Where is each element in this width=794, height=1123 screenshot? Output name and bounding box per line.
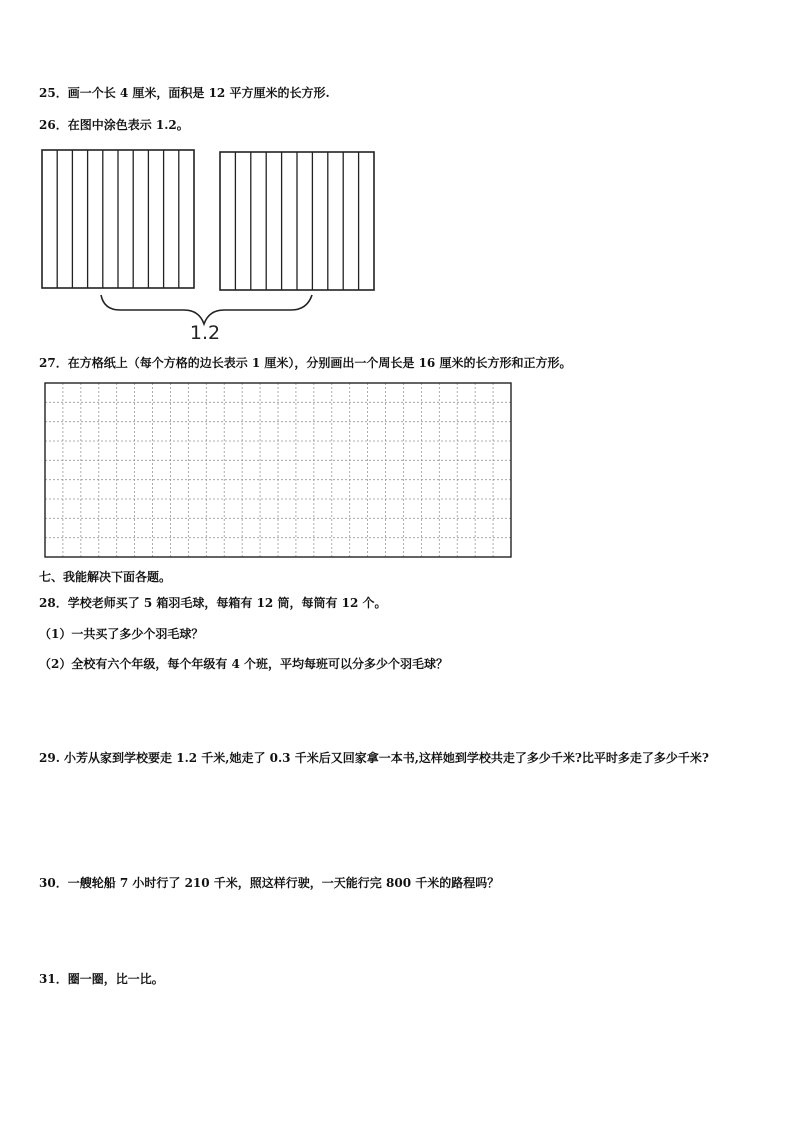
tenths-rectangle-right[interactable] <box>220 152 374 290</box>
brace-label: 1.2 <box>189 322 221 344</box>
brace <box>101 295 312 324</box>
question-25: 25．画一个长 4 厘米，面积是 12 平方厘米的长方形. <box>39 86 330 100</box>
tenths-rectangle-left[interactable] <box>42 150 194 288</box>
question-29: 29. 小芳从家到学校要走 1.2 千米,她走了 0.3 千米后又回家拿一本书,这样她到学校共走了多少千米?比平时多走了多少千米? <box>39 751 709 765</box>
question-28: 28．学校老师买了 5 箱羽毛球，每箱有 12 筒，每筒有 12 个。 <box>39 596 387 610</box>
grid-border <box>45 383 511 557</box>
question-28-part-2: （2）全校有六个年级，每个年级有 4 个班，平均每班可以分多少个羽毛球？ <box>39 657 449 671</box>
question-30: 30．一艘轮船 7 小时行了 210 千米，照这样行驶，一天能行完 800 千米的路程吗？ <box>39 876 500 890</box>
question-26: 26．在图中涂色表示 1.2。 <box>39 118 189 132</box>
question-27: 27．在方格纸上（每个方格的边长表示 1 厘米），分别画出一个周长是 16 厘米的长方形和正方形。 <box>39 356 572 370</box>
section-7-heading: 七、我能解决下面各题。 <box>39 570 172 584</box>
question-28-part-1: （1）一共买了多少个羽毛球？ <box>39 627 204 641</box>
grid-paper[interactable] <box>44 382 514 560</box>
decimal-strips-figure <box>36 144 382 344</box>
question-31: 31．圈一圈，比一比。 <box>39 972 164 986</box>
